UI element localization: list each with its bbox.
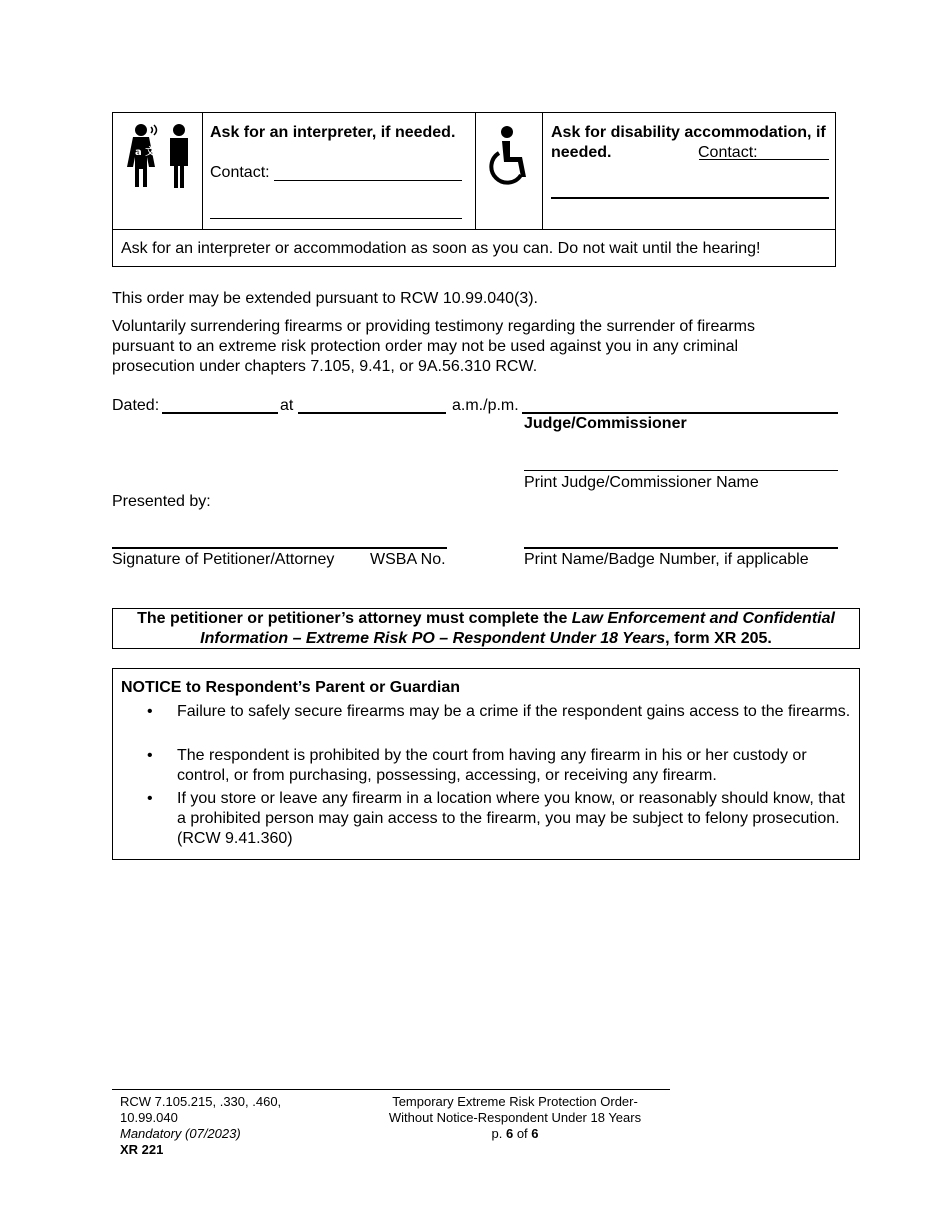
notice-bullet: If you store or leave any firearm in a location where you know, or reasonably should know, that a prohibited person may gain access to the firearm, you may be subject to felony prosecution. (RCW 9.41.360): [177, 790, 845, 847]
bullet-icon: •: [147, 747, 153, 764]
footer-title-line2: Without Notice-Respondent Under 18 Years: [388, 1110, 642, 1125]
notice-heading: NOTICE to Respondent’s Parent or Guardian: [121, 679, 460, 696]
disability-contact-field-2[interactable]: [551, 197, 829, 199]
print-name-badge-field[interactable]: [524, 547, 838, 549]
dated-label: Dated:: [112, 397, 160, 414]
time-field[interactable]: [298, 412, 446, 414]
footer-form-id: XR 221: [120, 1142, 164, 1157]
footer-title: [360, 1094, 670, 1142]
disability-contact-field[interactable]: [699, 159, 829, 160]
petitioner-signature-label: Signature of Petitioner/Attorney: [112, 551, 335, 568]
footer-mandatory: Mandatory (07/2023): [120, 1126, 241, 1141]
notice-bullet: Failure to safely secure firearms may be a crime if the respondent gains access to the firearms.: [177, 703, 851, 720]
presented-by-label: Presented by:: [112, 493, 211, 510]
interpreter-contact-label: Contact:: [210, 164, 270, 181]
interpreter-icon-letters: a 文: [135, 147, 156, 158]
petitioner-note-box: [112, 608, 860, 649]
footer-rcw-line2: 10.99.040: [120, 1110, 178, 1125]
print-judge-label: Print Judge/Commissioner Name: [524, 474, 759, 491]
bullet-icon: •: [147, 790, 153, 807]
print-name-badge-label: Print Name/Badge Number, if applicable: [524, 551, 809, 568]
access-info-box: [112, 112, 836, 267]
footer-page-number: p. 6 of 6: [491, 1126, 539, 1141]
footer-title-line1: Temporary Extreme Risk Protection Order-: [392, 1094, 638, 1109]
petitioner-signature-field[interactable]: [112, 547, 447, 549]
notice-bullet: The respondent is prohibited by the court from having any firearm in his or her custody or control, or from purchasing, possessing, accessing, or receiving any firearm.: [177, 747, 807, 784]
petitioner-note-form-title: Law Enforcement and Confidential Information – Extreme Risk PO – Respondent Under 18 Years: [200, 610, 835, 647]
disability-contact-label: Contact:: [698, 144, 758, 161]
footer-rcw-line1: RCW 7.105.215, .330, .460,: [120, 1094, 282, 1109]
at-label: at: [280, 397, 294, 414]
interpreter-contact-field[interactable]: [274, 180, 462, 181]
divider: [475, 113, 476, 229]
footer-rule: [112, 1089, 670, 1090]
petitioner-note-form-id: , form XR 205.: [665, 630, 772, 647]
disability-heading: Ask for disability accommodation, if needed.: [551, 124, 826, 161]
notice-box: [112, 668, 860, 860]
access-notice: Ask for an interpreter or accommodation as soon as you can. Do not wait until the hearing!: [121, 240, 761, 257]
print-judge-name-field[interactable]: [524, 470, 838, 471]
ampm-label: a.m./p.m.: [452, 397, 519, 414]
divider: [113, 229, 835, 230]
wheelchair-icon: [485, 123, 533, 193]
interpreter-heading: Ask for an interpreter, if needed.: [210, 124, 456, 141]
divider: [202, 113, 203, 229]
surrender-text: Voluntarily surrendering firearms or providing testimony regarding the surrender of firearms pursuant to an extreme risk protection order may not be used against you in any criminal prosecution under chapters 7.105, 9.41, or 9A.56.310 RCW.: [112, 318, 755, 375]
divider: [542, 113, 543, 229]
interpreter-contact-field-2[interactable]: [210, 218, 462, 219]
wsba-label: WSBA No.: [370, 551, 446, 568]
petitioner-note-text: The petitioner or petitioner’s attorney must complete the: [137, 610, 572, 627]
bullet-icon: •: [147, 703, 153, 720]
footer-rcw: [120, 1094, 281, 1158]
date-field[interactable]: [162, 412, 278, 414]
interpreter-icon: [119, 121, 199, 191]
judge-label: Judge/Commissioner: [524, 415, 687, 432]
extension-text: This order may be extended pursuant to RCW 10.99.040(3).: [112, 290, 538, 307]
